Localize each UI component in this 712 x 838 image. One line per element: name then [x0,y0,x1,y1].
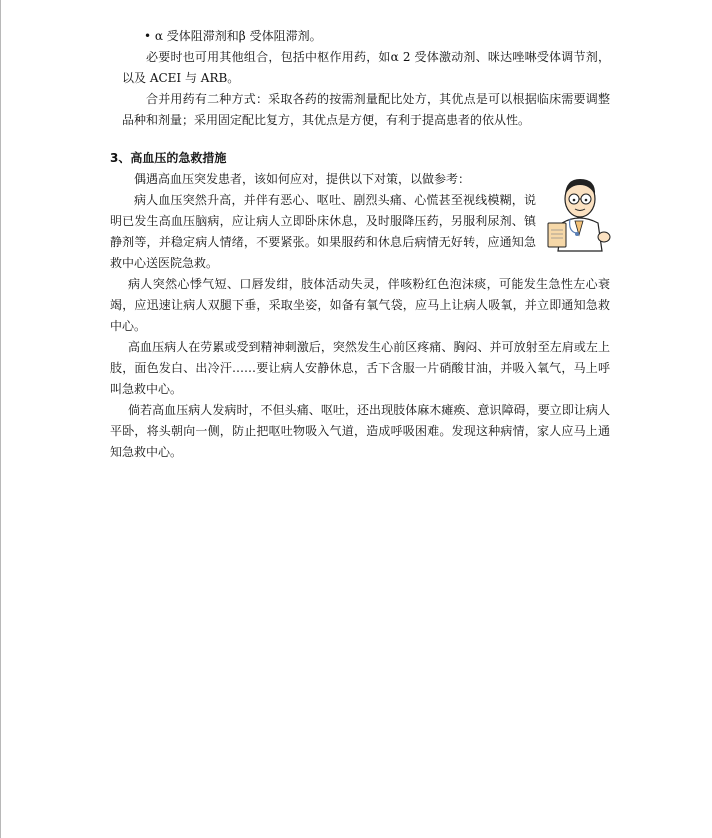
combination-paragraph: 必要时也可用其他组合，包括中枢作用药，如α 2 受体激动剂、咪达唑啉受体调节剂，以及 ACEI 与 ARB。 [122,50,610,85]
paragraph-3: 高血压病人在劳累或受到精神刺激后，突然发生心前区疼痛、胸闷、并可放射至左肩或左上肢，面色发白、出冷汗……要让病人安静休息，舌下含服一片硝酸甘油，并吸入氧气，马上呼叫急救中心。 [110,340,610,396]
combination-methods-paragraph: 合并用药有二种方式：采取各药的按需剂量配比处方，其优点是可以根据临床需要调整品种和剂量；采用固定配比复方，其优点是方便，有利于提高患者的依从性。 [122,92,610,127]
emergency-section [110,169,610,463]
paragraph-4: 倘若高血压病人发病时，不但头痛、呕吐，还出现肢体麻木瘫痪、意识障碍，要立即让病人平卧，将头朝向一侧，防止把呕吐物吸入气道，造成呼吸困难。发现这种病情，家人应马上通知急救中心。 [110,403,610,459]
bullet-line: • α 受体阻滞剂和β 受体阻滞剂。 [144,29,322,43]
medication-block [110,26,610,131]
section-heading: 3、高血压的急救措施 [110,151,227,165]
paragraph-2: 病人突然心悸气短、口唇发绀，肢体活动失灵，伴咳粉红色泡沫痰，可能发生急性左心衰竭，应迅速让病人双腿下垂，采取坐姿，如备有氧气袋，应马上让病人吸氧，并立即通知急救中心。 [110,277,610,333]
intro-paragraph: 偶遇高血压突发患者，该如何应对，提供以下对策，以做参考： [134,172,471,186]
doctor-cartoon-icon [544,173,614,253]
document-page [110,26,610,463]
page-edge [0,0,1,838]
paragraph-1: 病人血压突然升高，并伴有恶心、呕吐、剧烈头痛、心慌甚至视线模糊，说明已发生高血压脑病，应让病人立即卧床休息，及时服降压药，另服利尿剂、镇静剂等，并稳定病人情绪，不要紧张。如果服药和休息后病情无好转，应通知急救中心送医院急救。 [110,193,536,270]
